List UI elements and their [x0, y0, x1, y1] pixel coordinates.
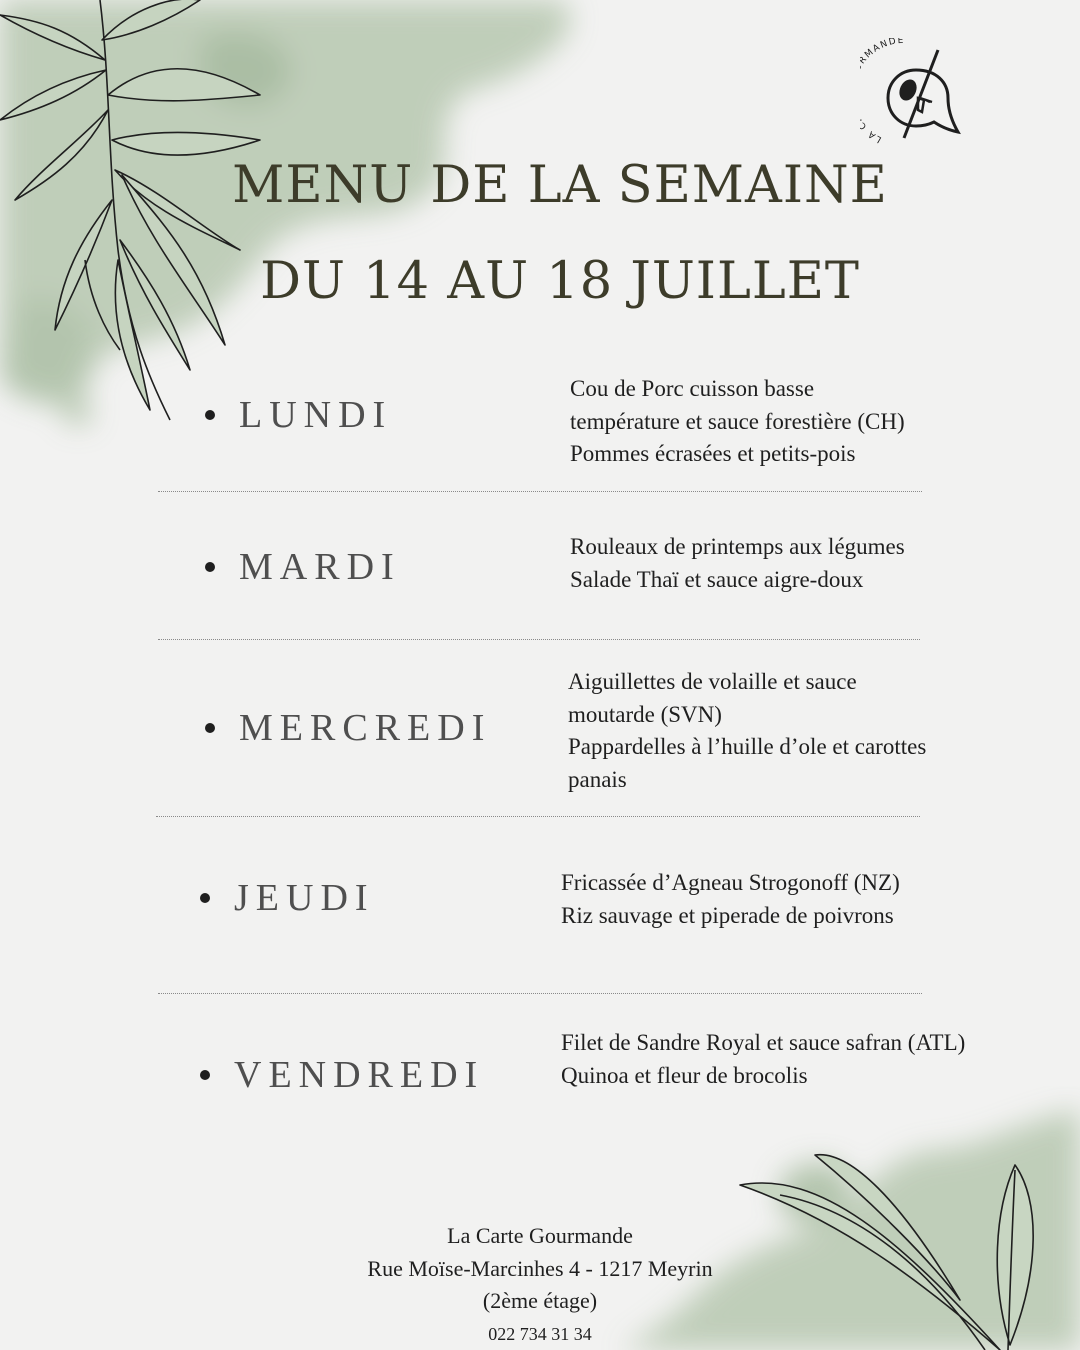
day-label: VENDREDI [234, 1054, 485, 1096]
day-label: LUNDI [239, 394, 393, 436]
brand-logo [860, 38, 972, 158]
dish-list-mercredi [568, 666, 926, 796]
bullet-icon [205, 723, 215, 733]
bullet-icon [205, 410, 215, 420]
svg-text:LA CARTE GOURMANDE [860, 38, 905, 144]
day-row-mercredi [205, 706, 491, 750]
separator [158, 993, 922, 994]
dish-list-lundi [570, 373, 905, 471]
dish-line: Cou de Porc cuisson basse [570, 376, 815, 401]
footer-contact [340, 1220, 740, 1350]
page-title: MENU DE LA SEMAINE [232, 156, 888, 215]
footer-floor: (2ème étage) [482, 1288, 598, 1313]
day-row-vendredi [200, 1053, 484, 1097]
page-subtitle-dates: DU 14 AU 18 JUILLET [260, 252, 860, 311]
dish-line: Rouleaux de printemps aux légumes [570, 534, 905, 559]
footer-address: Rue Moïse-Marcinhes 4 - 1217 Meyrin [367, 1255, 713, 1281]
dish-line: Quinoa et fleur de brocolis [561, 1062, 808, 1088]
dish-line: moutarde (SVN) [568, 701, 722, 727]
footer-phone: 022 734 31 34 [488, 1323, 592, 1344]
day-label: MARDI [239, 546, 401, 588]
dish-line: Fricassée d’Agneau Strogonoff (NZ) [561, 870, 900, 895]
day-row-jeudi [200, 876, 375, 920]
logo-text: LA MANDE [863, 38, 906, 145]
dish-list-mardi [570, 531, 905, 596]
dish-line: Riz sauvage et piperade de poivrons [561, 902, 894, 928]
dish-line: Pappardelles à l’huille d’ole et carottes [568, 734, 927, 759]
footer-restaurant-name: La Carte Gourmande [447, 1223, 633, 1248]
day-row-lundi [205, 393, 392, 437]
dish-line: panais [568, 766, 627, 792]
separator [158, 491, 922, 492]
day-label: JEUDI [234, 877, 375, 919]
dish-line: Pommes écrasées et petits-pois [570, 441, 856, 466]
fork-speech-bubble-icon [860, 38, 972, 158]
separator [158, 639, 920, 640]
day-label: MERCREDI [239, 707, 492, 749]
bullet-icon [205, 562, 215, 572]
dish-line: Filet de Sandre Royal et sauce safran (ATL) [561, 1030, 966, 1055]
dish-line: Salade Thaï et sauce aigre-doux [570, 566, 864, 592]
dish-line: température et sauce forestière (CH) [570, 408, 905, 434]
dish-list-jeudi [561, 867, 900, 932]
day-row-mardi [205, 545, 401, 589]
dish-list-vendredi [561, 1027, 965, 1092]
bullet-icon [200, 1070, 210, 1080]
bullet-icon [200, 893, 210, 903]
dish-line: Aiguillettes de volaille et sauce [568, 669, 857, 694]
separator [156, 816, 920, 817]
